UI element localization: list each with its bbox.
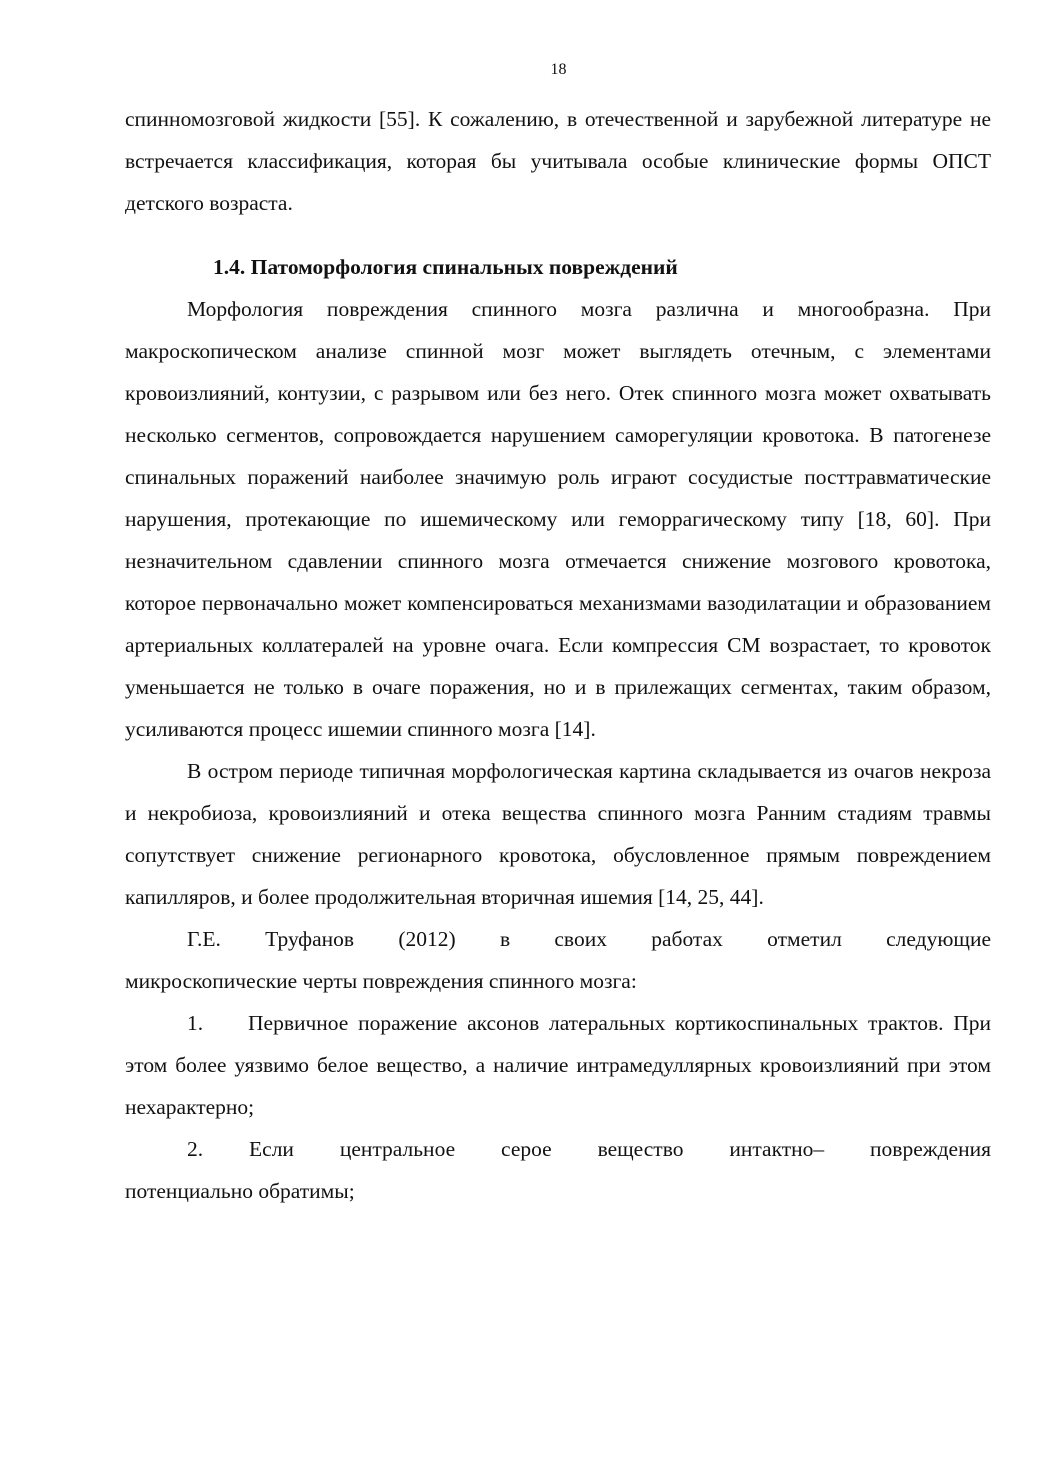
list-number: 2.	[187, 1137, 204, 1161]
section-heading: 1.4. Патоморфология спинальных повреждений	[213, 255, 678, 279]
word: (2012)	[398, 927, 456, 951]
word: Г.Е.	[187, 927, 221, 951]
list-item-text: Первичное поражение аксонов латеральных кортикоспинальных трактов. При этом более уязвимо белое вещество, а наличие интрамедуллярных кровоизлияний при этом нехарактерно;	[125, 1011, 991, 1119]
word: Если	[249, 1137, 294, 1161]
paragraph-acute-period: В остром периоде типичная морфологическая картина складывается из очагов некроза и некробиоза, кровоизлияний и отека вещества спинного мозга Ранним стадиям травмы сопутствует снижение регионарного кровотока, обусловленное прямым повреждением капилляров, и более продолжительная вторичная ишемия [14, 25, 44].	[125, 759, 991, 909]
page-number: 18	[550, 61, 567, 78]
list-item-2-first-line	[125, 1128, 991, 1170]
word: работах	[651, 927, 723, 951]
word: центральное	[339, 1137, 456, 1161]
word: своих	[554, 927, 607, 951]
list-number: 1.	[187, 1011, 204, 1035]
list-item-1	[125, 1002, 991, 1128]
word: следующие	[886, 927, 991, 951]
word: отметил	[767, 927, 842, 951]
word: Труфанов	[265, 927, 355, 951]
word: в	[499, 927, 511, 951]
list-item-2-rest: потенциально обратимы;	[125, 1179, 355, 1203]
word: повреждения	[870, 1137, 991, 1161]
paragraph-morphology: Морфология повреждения спинного мозга различна и многообразна. При макроскопическом анализе спинной мозг может выглядеть отечным, с элементами кровоизлияний, контузии, с разрывом или без него. Отек спинного мозга может охватывать несколько сегментов, сопровождается нарушением саморегуляции кровотока. В патогенезе спинальных поражений наиболее значимую роль играют сосудистые посттравматические нарушения, протекающие по ишемическому или геморрагическому типу [18, 60]. При незначительном сдавлении спинного мозга отмечается снижение мозгового кровотока, которое первоначально может компенсироваться механизмами вазодилатации и образованием артериальных коллатералей на уровне очага. Если компрессия СМ возрастает, то кровоток уменьшается не только в очаге поражения, но и в прилежащих сегментах, таким образом, усиливаются процесс ишемии спинного мозга [14].	[125, 297, 991, 741]
word: интактно–	[729, 1137, 825, 1161]
document-body	[125, 98, 991, 1212]
word: серое	[501, 1137, 552, 1161]
word: вещество	[597, 1137, 684, 1161]
paragraph-trufanov-first-line	[125, 918, 991, 960]
paragraph-trufanov-rest: микроскопические черты повреждения спинного мозга:	[125, 969, 637, 993]
intro-paragraph: спинномозговой жидкости [55]. К сожалению, в отечественной и зарубежной литературе не встречается классификация, которая бы учитывала особые клинические формы ОПСТ детского возраста.	[125, 107, 991, 215]
